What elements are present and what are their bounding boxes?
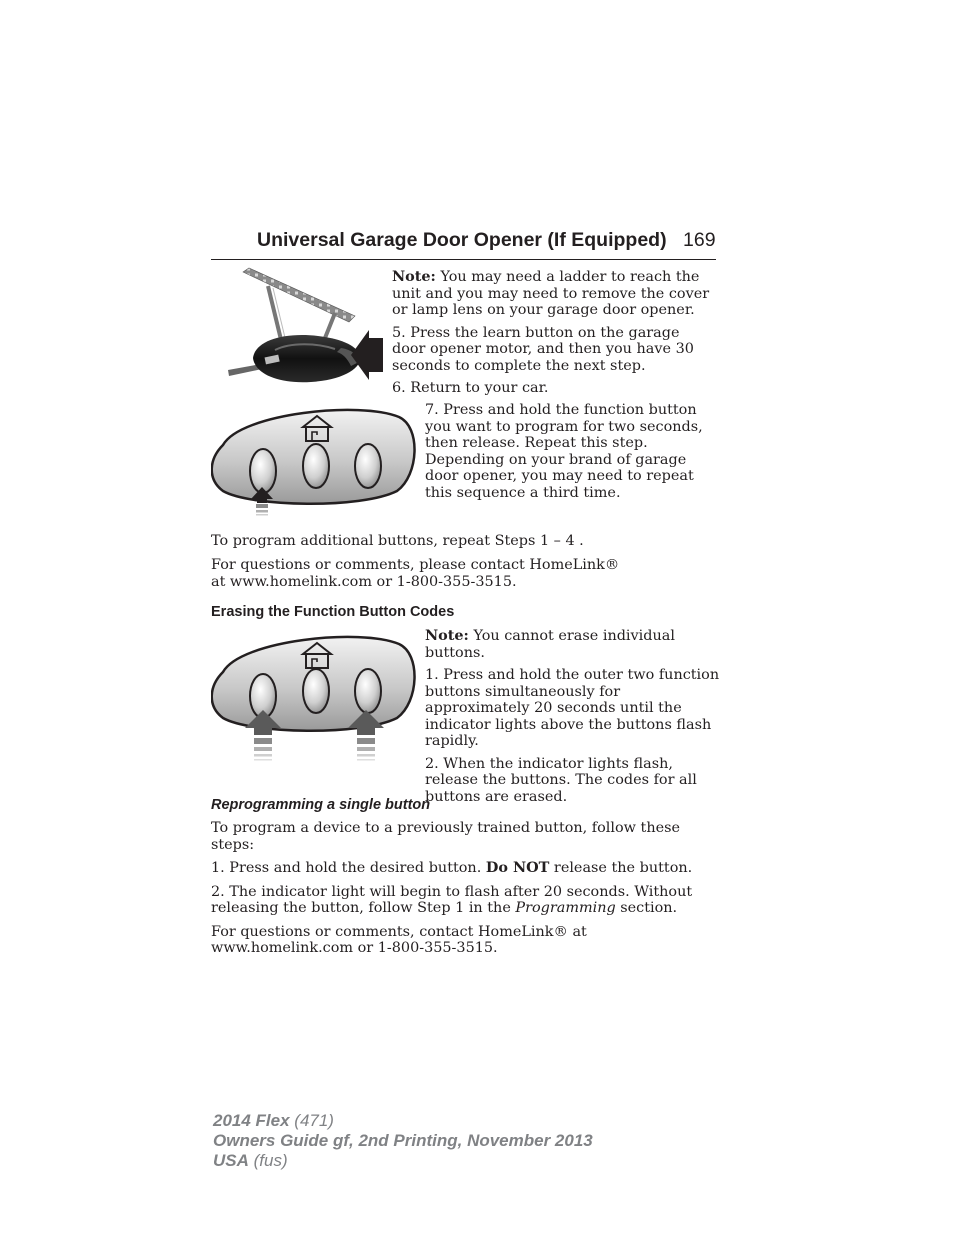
homelink-buttons-single-arrow-illustration [211,403,417,518]
step-6: 6. Return to your car. [392,380,549,396]
footer-model: 2014 Flex (471) [213,1111,334,1130]
erase-step-1: 1. Press and hold the outer two function buttons simultaneously for approximately 20 seconds until the indicator lights above the buttons flash rapidly. [425,667,720,749]
function-button-instructions [425,402,720,501]
contact-text [211,557,631,590]
step-5: 5. Press the learn button on the garage door opener motor, and then you have 30 seconds to complete the next step. [392,324,694,374]
reprogramming-heading: Reprogramming a single button [211,797,431,813]
reprogram-intro: To program a device to a previously trained button, follow these steps: [211,820,681,853]
homelink-contact-text: For questions or comments, please contact HomeLink® at www.homelink.com or 1-800-355-3515. [211,557,620,590]
erasing-section-heading: Erasing the Function Button Codes [211,604,455,620]
motor-instructions [392,269,717,397]
note-label: Note: [392,268,436,285]
erase-step-2: 2. When the indicator lights flash, release the buttons. The codes for all buttons are erased. [425,755,697,805]
note-label: Note: [425,627,469,644]
page-header-title: Universal Garage Door Opener (If Equipped) [257,229,667,251]
step-7: 7. Press and hold the function button you want to program for two seconds, then release. Repeat this step. Depending on your brand of garage door opener, you may need to repeat this sequence a third time. [425,402,703,501]
reprogram-step-2: 2. The indicator light will begin to flash after 20 seconds. Without releasing the button, follow Step 1 in the Programming section. [211,883,693,916]
reprogramming-instructions [211,820,721,957]
page-number: 169 [683,229,716,251]
erase-instructions [425,628,720,805]
garage-door-opener-motor-illustration [213,266,385,386]
reprogram-step-1: 1. Press and hold the desired button. Do NOT release the button. [211,859,693,876]
reprogram-contact: For questions or comments, contact HomeLink® at www.homelink.com or 1-800-355-3515. [211,923,587,956]
erase-note: Note: You cannot erase individual buttons. [425,627,675,661]
header-rule [211,259,716,260]
program-additional-text [211,533,721,550]
ladder-note: Note: You may need a ladder to reach the unit and you may need to remove the cover or lamp lens on your garage door opener. [392,268,710,318]
additional-buttons-text: To program additional buttons, repeat Steps 1 – 4 . [211,533,584,549]
footer-guide: Owners Guide gf, 2nd Printing, November 2013 [213,1131,593,1150]
homelink-buttons-two-arrows-illustration [211,630,417,765]
footer-region: USA (fus) [213,1151,288,1170]
